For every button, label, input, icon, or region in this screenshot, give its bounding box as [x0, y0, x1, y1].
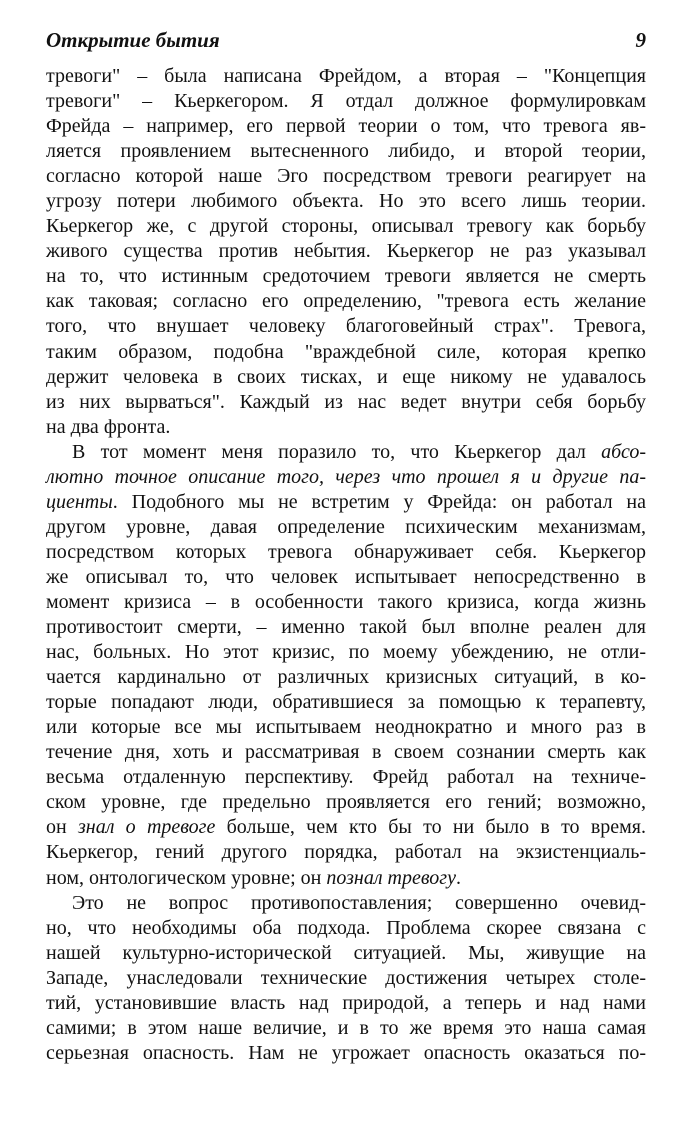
chapter-title: Открытие бытия — [46, 28, 220, 52]
text-line: ляется проявлением вытесненного либидо, и второй теории, — [46, 140, 646, 163]
text-line: он знал о тревоге больше, чем кто бы то ни было в то время. — [46, 816, 646, 839]
text-line: Фрейда – например, его первой теории о том, что тревога яв- — [46, 115, 646, 138]
text-line: угрозу потери любимого объекта. Но это всего лишь теории. — [46, 190, 646, 213]
text-line: на то, что истинным средоточием тревоги является не смерть — [46, 265, 646, 288]
text-line: или которые все мы испытываем неоднократно и много раз в — [46, 716, 646, 739]
text-line: самими; в этом наше величие, и в то же время это наша самая — [46, 1016, 646, 1039]
emphasis: познал тревогу — [326, 866, 456, 889]
text-line: таким образом, подобна "враждебной силе, которая крепко — [46, 340, 646, 363]
running-header — [46, 28, 646, 54]
text-line: циенты. Подобного мы не встретим у Фрейда: он работал на — [46, 490, 646, 513]
text-line: В тот момент меня поразило то, что Кьеркегор дал абсо- — [72, 440, 646, 463]
text-line: ском уровне, где предельно проявляется его гений; возможно, — [46, 791, 646, 814]
text-line: момент кризиса – в особенности такого кризиса, когда жизнь — [46, 590, 646, 613]
text-line: другом уровне, давая определение психическим механизмам, — [46, 515, 646, 538]
text-line: как таковая; согласно его определению, "тревога есть желание — [46, 290, 646, 313]
text-line: нашей культурно-исторической ситуацией. Мы, живущие на — [46, 941, 646, 964]
text-line: нас, больных. Но этот кризис, по моему убеждению, не отли- — [46, 641, 646, 664]
text-line: противостоит смерти, – именно такой был вполне реален для — [46, 616, 646, 639]
text-line: Это не вопрос противопоставления; совершенно очевид- — [72, 891, 646, 914]
text-line: чается кардинально от различных кризисных ситуаций, в ко- — [46, 666, 646, 689]
text-line: тий, установившие власть над природой, а теперь и над нами — [46, 991, 646, 1014]
text-line: серьезная опасность. Нам не угрожает опасность оказаться по- — [46, 1041, 646, 1064]
text-line: Западе, унаследовали технические достижения четырех столе- — [46, 966, 646, 989]
body-text — [46, 64, 646, 1066]
text-line: ном, онтологическом уровне; он познал тревогу. — [46, 866, 461, 889]
emphasis: знал о тревоге — [77, 816, 216, 839]
text-line: Кьеркегор, гений другого порядка, работал на экзистенциаль- — [46, 841, 646, 864]
text-line: того, что внушает человеку благоговейный страх". Тревога, — [46, 315, 646, 338]
text-line: из них вырваться". Каждый из нас ведет внутри себя борьбу — [46, 390, 646, 413]
text-line — [46, 465, 646, 490]
text-line: же описывал то, что человек испытывает непосредственно в — [46, 565, 646, 588]
text-line: течение дня, хоть и рассматривая в своем сознании смерть как — [46, 741, 646, 764]
page-number: 9 — [635, 28, 646, 52]
emphasis: абсо- — [601, 440, 646, 463]
text-line: держит человека в своих тисках, и еще никому не удавалось — [46, 365, 646, 388]
text-line: Кьеркегор же, с другой стороны, описывал тревогу как борьбу — [46, 215, 646, 238]
text-line: весьма отдаленную перспективу. Фрейд работал на техниче- — [46, 766, 646, 789]
text-line: тревоги" – Кьеркегором. Я отдал должное формулировкам — [46, 90, 646, 113]
text-line: живого существа против небытия. Кьеркегор не раз указывал — [46, 240, 646, 263]
text-line: согласно которой наше Эго посредством тревоги реагирует на — [46, 165, 646, 188]
emphasis: лютно точное описание того, через что прошел я и другие па- — [46, 465, 646, 488]
text-line: но, что необходимы оба подхода. Проблема скорее связана с — [46, 916, 646, 939]
text-line: посредством которых тревога обнаруживает себя. Кьеркегор — [46, 540, 646, 563]
text-line: тревоги" – была написана Фрейдом, а вторая – "Концепция — [46, 65, 646, 87]
text-line: на два фронта. — [46, 415, 171, 438]
text-line: торые попадают люди, обратившиеся за помощью к терапевту, — [46, 691, 646, 714]
emphasis: циенты — [46, 490, 113, 513]
